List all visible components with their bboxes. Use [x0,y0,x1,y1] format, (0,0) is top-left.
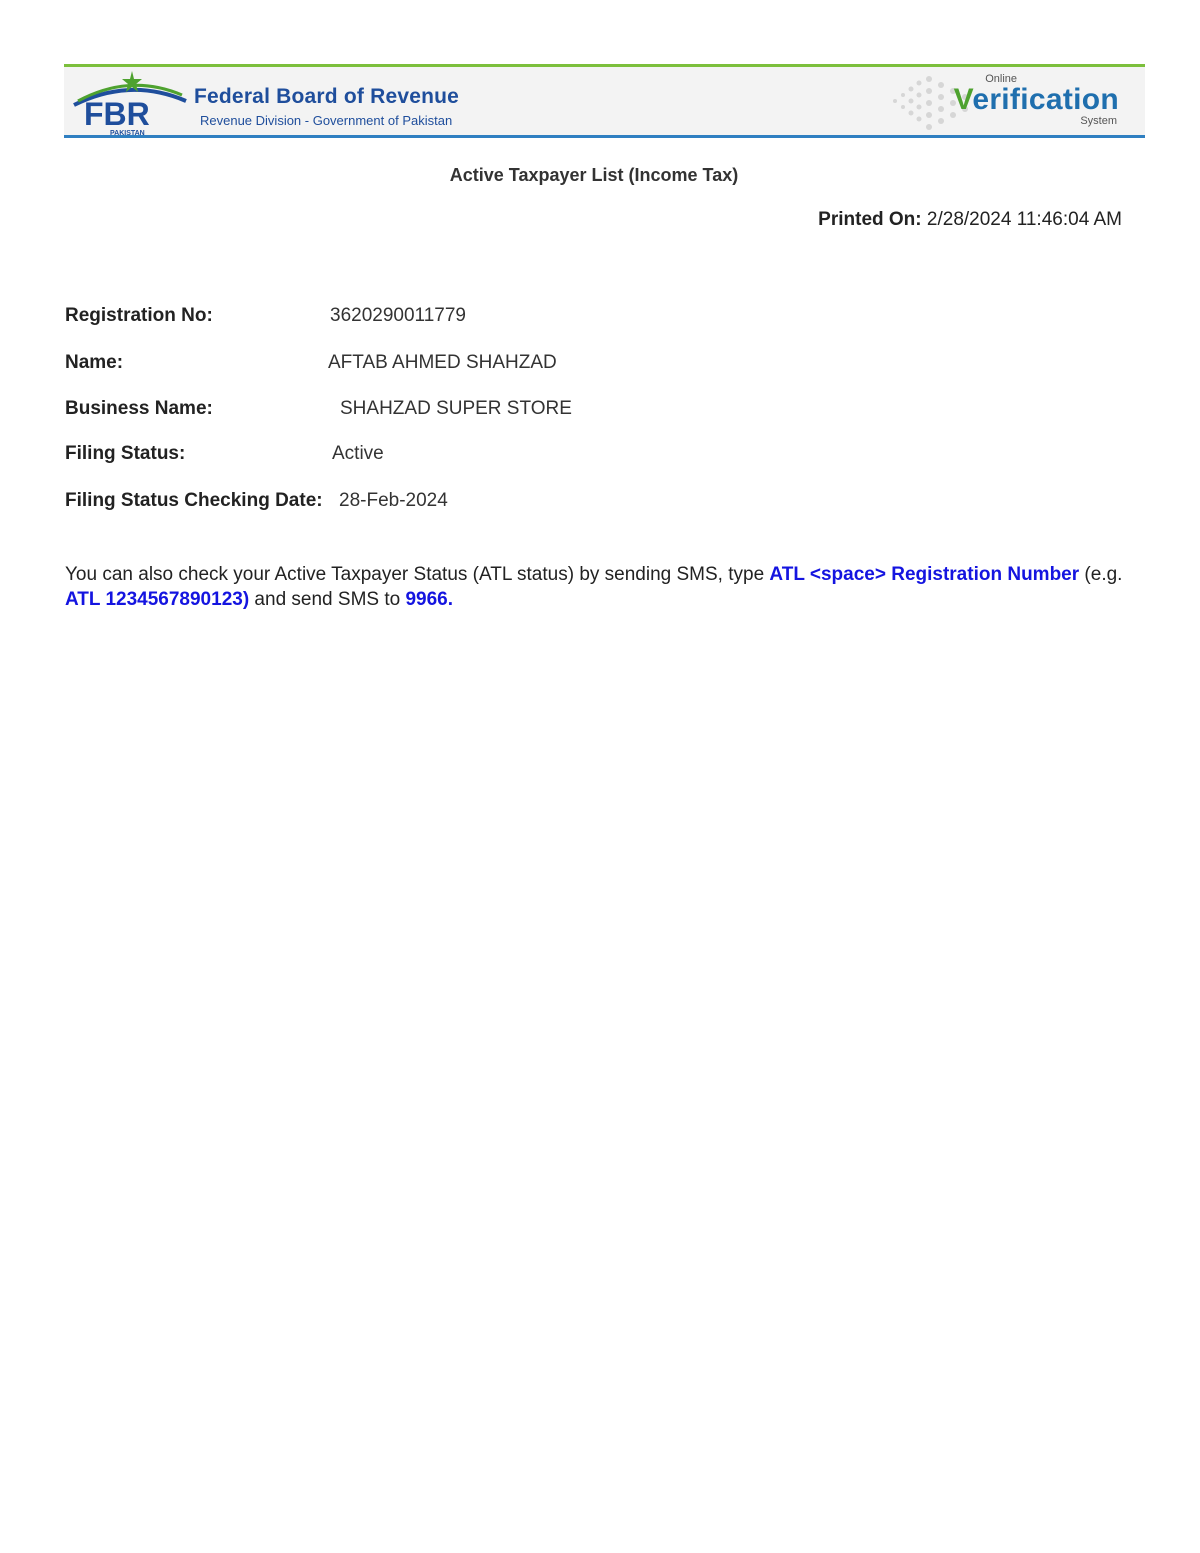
filing-status-value: Active [332,443,384,464]
checking-date-label: Filing Status Checking Date: [65,490,323,511]
fbr-logo [70,71,190,137]
org-name: Federal Board of Revenue [194,85,460,108]
registration-label: Registration No: [65,305,213,326]
name-label: Name: [65,352,124,373]
filing-status-label: Filing Status: [65,443,186,464]
name-value: AFTAB AHMED SHAHZAD [328,352,557,373]
sms-text-1: You can also check your Active Taxpayer Status (ATL status) by sending SMS, type [65,564,770,585]
business-name-label: Business Name: [65,398,213,419]
verification-logo [954,83,1119,117]
header-banner [64,64,1145,138]
printed-on-label: Printed On: [818,209,922,230]
sms-instructions [65,562,1135,612]
verification-logo-v: V [953,83,973,116]
fbr-logo-text: FBR [84,96,150,132]
verification-logo-rest: erification [972,83,1119,116]
printed-on-value: 2/28/2024 11:46:04 AM [926,209,1122,230]
system-label: System [1080,115,1117,127]
system-online-label: Online [985,73,1017,85]
sms-format-highlight: ATL <space> Registration Number [769,564,1080,585]
document-title: Active Taxpayer List (Income Tax) [449,165,739,185]
checking-date-value: 28-Feb-2024 [339,490,448,511]
registration-value: 3620290011779 [330,305,466,326]
sms-text-3: and send SMS to [249,589,406,610]
fbr-logo-country: PAKISTAN [110,130,145,137]
org-subtitle: Revenue Division - Government of Pakistan [200,113,453,128]
business-name-value: SHAHZAD SUPER STORE [340,398,572,419]
printed-on [818,209,1122,231]
sms-example-highlight: ATL 1234567890123) [65,589,250,610]
sms-number-highlight: 9966. [405,589,454,610]
sms-text-2: (e.g. [1079,564,1123,585]
